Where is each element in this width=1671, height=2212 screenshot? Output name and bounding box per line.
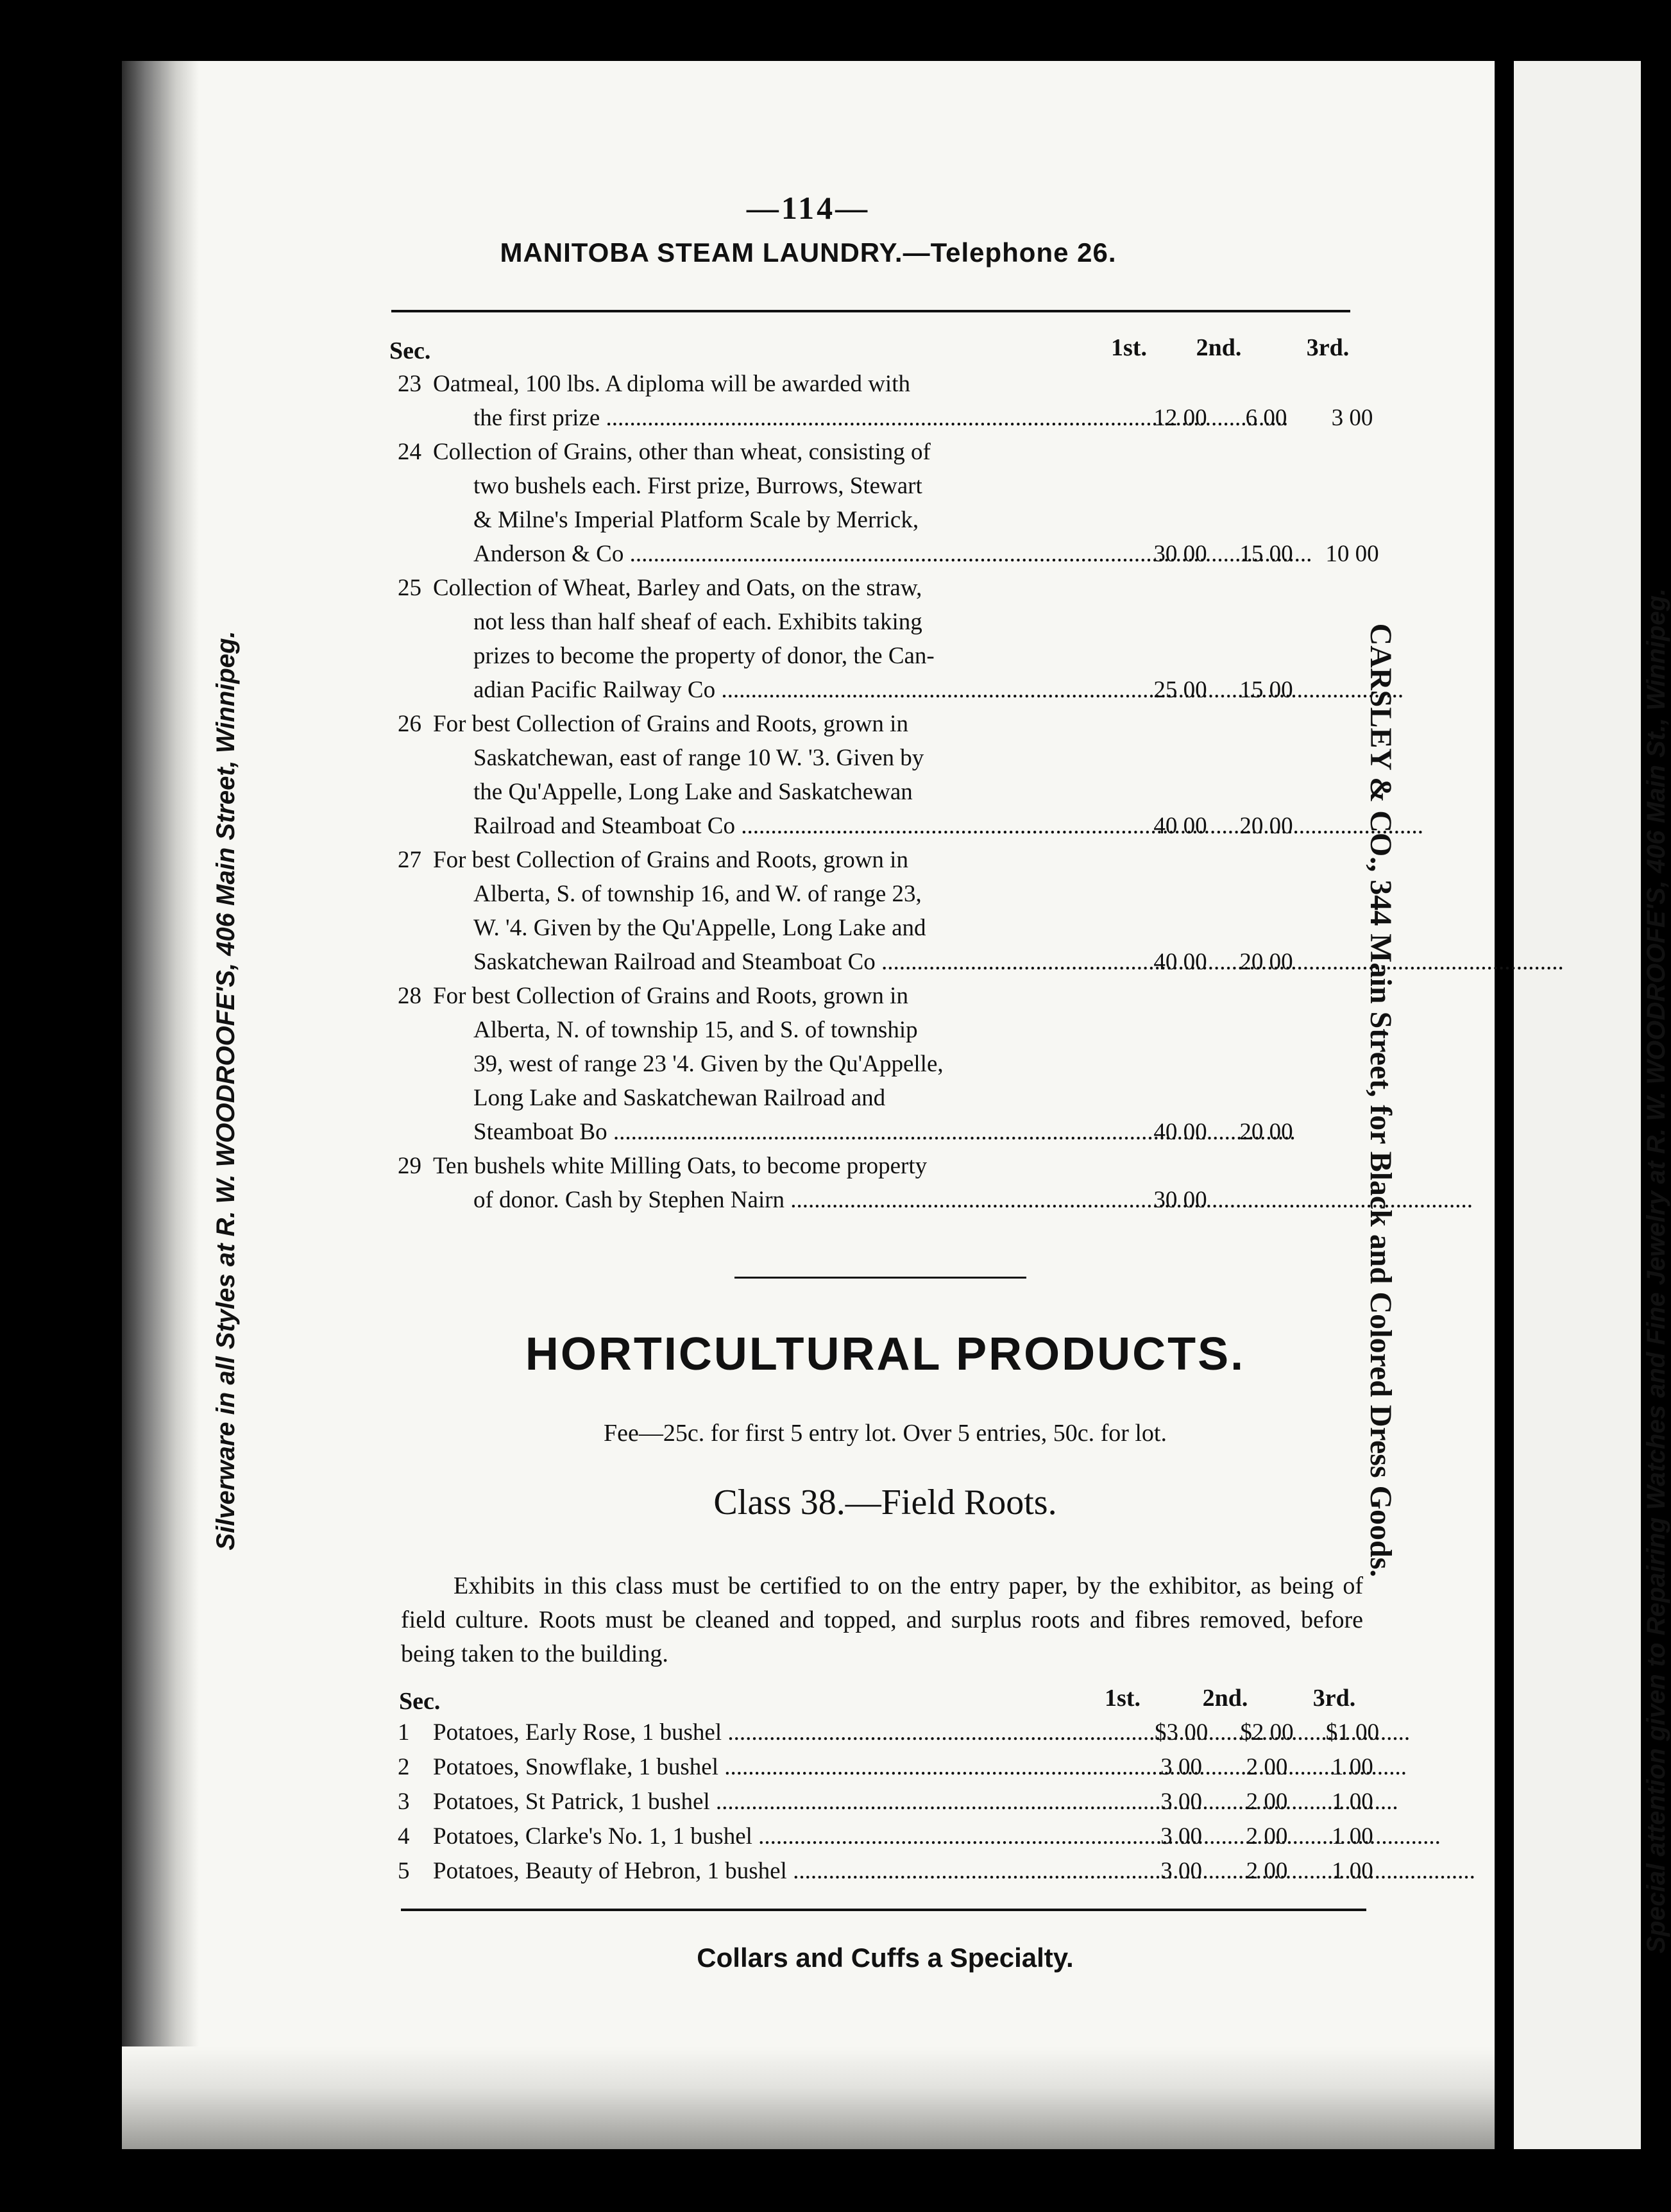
prize-second: 2 00 (1246, 1789, 1288, 1815)
prize-second: 2 00 (1246, 1823, 1288, 1850)
entry-description-line: Alberta, S. of township 16, and W. of range 23, (473, 881, 922, 907)
entry-description-line: Collection of Wheat, Barley and Oats, on the straw, (433, 575, 922, 601)
col-head-3rd: 3rd. (1306, 334, 1350, 361)
prize-second: 15 00 (1239, 541, 1293, 567)
prize-second (1223, 1183, 1309, 1217)
prize-third: 10 00 (1325, 541, 1379, 567)
roots-entry (398, 1854, 1395, 1888)
prize-first: 40 00 (1153, 1119, 1207, 1145)
entry-description-last: Potatoes, Beauty of Hebron, 1 bushel ..... (433, 1854, 1126, 1888)
entry-description-line: & Milne's Imperial Platform Scale by Merrick, (473, 507, 919, 533)
margin-ad-far-right: Special attention given to Repairing Watches and Fine Jewelry at R. W. WOODROOFE'S, 406 Main St., Winnipeg. (1642, 588, 1670, 1953)
page-header: MANITOBA STEAM LAUNDRY.—Telephone 26. (500, 237, 1117, 268)
entry-description-last: Steamboat Bo ..... (473, 1115, 1124, 1149)
entry-description-line: not less than half sheaf of each. Exhibits taking (473, 609, 922, 635)
margin-ad-right: CARSLEY & CO., 344 Main Street, for Black and Colored Dress Goods. (1364, 623, 1398, 1578)
prize-first: 3 00 (1160, 1823, 1203, 1850)
col-head-sec: Sec. (389, 337, 431, 364)
prize-second: $2 00 (1240, 1719, 1294, 1746)
footer-rule (401, 1909, 1366, 1911)
col-head-1st: 1st. (1111, 334, 1147, 361)
grain-entry (398, 979, 1395, 1149)
prize-second: 20 00 (1239, 1119, 1293, 1145)
prize-third: 1 00 (1331, 1823, 1373, 1850)
fee-note: Fee—25c. for first 5 entry lot. Over 5 entries, 50c. for lot. (604, 1420, 1167, 1447)
entry-number: 5 (398, 1858, 410, 1884)
section-title: HORTICULTURAL PRODUCTS. (525, 1329, 1246, 1380)
col-head-2nd-2: 2nd. (1202, 1685, 1248, 1712)
prize-second: 15 00 (1239, 677, 1293, 703)
entry-description-line: For best Collection of Grains and Roots, grown in (433, 847, 908, 873)
grain-entry (398, 1149, 1395, 1217)
prize-first: 12 00 (1153, 405, 1207, 431)
prize-second: 2 00 (1246, 1858, 1288, 1884)
class-title: Class 38.—Field Roots. (713, 1483, 1057, 1522)
entry-description-line: Long Lake and Saskatchewan Railroad and (473, 1085, 886, 1111)
entry-number: 24 (398, 439, 421, 465)
margin-ad-left: Silverware in all Styles at R. W. WOODROOFE'S, 406 Main Street, Winnipeg. (212, 631, 240, 1551)
roots-entry (398, 1750, 1395, 1784)
entry-description-line: For best Collection of Grains and Roots, grown in (433, 983, 908, 1009)
grain-entry (398, 435, 1395, 571)
class-instructions-text: Exhibits in this class must be certified to on the entry paper, by the exhibitor, as being of field culture. Roots must be cleaned and topped, and surplus roots and fibres removed, before being taken to the building. (401, 1572, 1363, 1667)
section-divider (734, 1277, 1026, 1279)
prize-first: 3 00 (1160, 1789, 1203, 1815)
entry-description-last: Potatoes, St Patrick, 1 bushel ..... (433, 1785, 1126, 1819)
prize-second: 2 00 (1246, 1754, 1288, 1780)
entry-description-last: Potatoes, Snowflake, 1 bushel ..... (433, 1750, 1126, 1784)
entry-description-line: the Qu'Appelle, Long Lake and Saskatchewan (473, 779, 913, 805)
entry-description-last: Railroad and Steamboat Co ..... (473, 809, 1124, 843)
entry-number: 4 (398, 1823, 410, 1850)
class-instructions (401, 1569, 1363, 1671)
prize-first: 40 00 (1153, 949, 1207, 975)
prize-third: $1 00 (1325, 1719, 1379, 1746)
prize-third: 3 00 (1331, 405, 1373, 431)
col-head-2nd: 2nd. (1196, 334, 1242, 361)
entry-number: 3 (398, 1789, 410, 1815)
col-head-3rd-2: 3rd. (1312, 1685, 1356, 1712)
prize-second: 20 00 (1239, 949, 1293, 975)
entry-description-last: adian Pacific Railway Co ..... (473, 673, 1124, 707)
entry-description-last: Saskatchewan Railroad and Steamboat Co ..... (473, 945, 1124, 979)
roots-entry (398, 1785, 1395, 1819)
prize-first: 40 00 (1153, 813, 1207, 839)
roots-entry (398, 1819, 1395, 1853)
entry-number: 28 (398, 983, 421, 1009)
entry-description-last: Anderson & Co ..... (473, 537, 1124, 571)
entry-description-line: two bushels each. First prize, Burrows, Stewart (473, 473, 922, 499)
prize-third: 1 00 (1331, 1789, 1373, 1815)
entry-description-last: the first prize ..... (473, 401, 1124, 435)
entry-description-line: 39, west of range 23 '4. Given by the Qu'Appelle, (473, 1051, 944, 1077)
entry-description-line: Oatmeal, 100 lbs. A diploma will be awarded with (433, 371, 910, 397)
grain-entry (398, 707, 1395, 843)
entry-number: 29 (398, 1153, 421, 1179)
entry-number: 23 (398, 371, 421, 397)
entry-description-last: Potatoes, Early Rose, 1 bushel ..... (433, 1715, 1126, 1749)
entry-number: 26 (398, 711, 421, 737)
prize-first: 3 00 (1160, 1754, 1203, 1780)
entry-description-line: Alberta, N. of township 15, and S. of township (473, 1017, 918, 1043)
roots-entry (398, 1715, 1395, 1749)
header-rule (391, 310, 1350, 312)
prize-third: 1 00 (1331, 1858, 1373, 1884)
page-number: —114— (746, 190, 870, 226)
grain-entry (398, 843, 1395, 979)
prize-first: 25 00 (1153, 677, 1207, 703)
entry-number: 1 (398, 1719, 410, 1746)
entry-number: 2 (398, 1754, 410, 1780)
entry-description-line: Collection of Grains, other than wheat, consisting of (433, 439, 931, 465)
prize-second: 6 00 (1245, 405, 1287, 431)
col-head-sec-2: Sec. (399, 1688, 441, 1715)
entry-description-last: of donor. Cash by Stephen Nairn ..... (473, 1183, 1124, 1217)
entry-number: 25 (398, 575, 421, 601)
adjacent-page-strip (1514, 61, 1641, 2149)
col-head-1st-2: 1st. (1105, 1685, 1141, 1712)
prize-first: $3 00 (1155, 1719, 1209, 1746)
prize-third: 1 00 (1331, 1754, 1373, 1780)
entry-description-line: For best Collection of Grains and Roots, grown in (433, 711, 908, 737)
entry-description-line: prizes to become the property of donor, the Can- (473, 643, 935, 669)
grain-entry (398, 571, 1395, 707)
entry-description-line: Saskatchewan, east of range 10 W. '3. Given by (473, 745, 924, 771)
page-footer: Collars and Cuffs a Specialty. (697, 1943, 1074, 1973)
entry-number: 27 (398, 847, 421, 873)
prize-first: 30 00 (1153, 1187, 1207, 1213)
prize-first: 30 00 (1153, 541, 1207, 567)
prize-second: 20 00 (1239, 813, 1293, 839)
entry-description-line: Ten bushels white Milling Oats, to become property (433, 1153, 928, 1179)
prize-first: 3 00 (1160, 1858, 1203, 1884)
entry-description-line: W. '4. Given by the Qu'Appelle, Long Lake and (473, 915, 926, 941)
entry-description-last: Potatoes, Clarke's No. 1, 1 bushel ..... (433, 1819, 1126, 1853)
grain-entry (398, 367, 1395, 435)
